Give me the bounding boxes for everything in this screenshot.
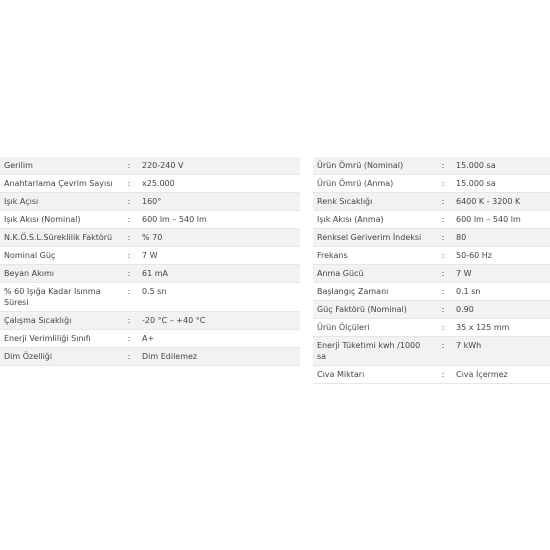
spec-separator: : bbox=[434, 337, 452, 366]
spec-value: 50-60 Hz bbox=[452, 247, 550, 265]
spec-separator: : bbox=[120, 229, 138, 247]
spec-separator: : bbox=[120, 175, 138, 193]
spec-value: 220-240 V bbox=[138, 157, 300, 175]
spec-table-right bbox=[313, 157, 550, 384]
spec-separator: : bbox=[120, 193, 138, 211]
spec-row bbox=[313, 211, 550, 229]
spec-row bbox=[0, 157, 300, 175]
spec-value: Cıva İçermez bbox=[452, 366, 550, 384]
spec-row bbox=[313, 283, 550, 301]
spec-row bbox=[0, 348, 300, 366]
spec-separator: : bbox=[120, 312, 138, 330]
spec-label: Renksel Geriverim İndeksi bbox=[313, 229, 434, 247]
spec-separator: : bbox=[434, 301, 452, 319]
spec-value: % 70 bbox=[138, 229, 300, 247]
spec-label: Beyan Akımı bbox=[0, 265, 120, 283]
spec-separator: : bbox=[434, 283, 452, 301]
spec-separator: : bbox=[434, 366, 452, 384]
spec-value: 600 lm – 540 lm bbox=[452, 211, 550, 229]
spec-label: Anma Gücü bbox=[313, 265, 434, 283]
spec-row bbox=[313, 193, 550, 211]
spec-label: Ürün Ömrü (Anma) bbox=[313, 175, 434, 193]
spec-separator: : bbox=[434, 229, 452, 247]
spec-label: Başlangıç Zamanı bbox=[313, 283, 434, 301]
spec-row bbox=[313, 301, 550, 319]
spec-table-left bbox=[0, 157, 300, 366]
spec-row bbox=[0, 330, 300, 348]
spec-value: 0.90 bbox=[452, 301, 550, 319]
spec-row bbox=[313, 366, 550, 384]
spec-label: Frekans bbox=[313, 247, 434, 265]
spec-label: Işık Açısı bbox=[0, 193, 120, 211]
spec-label: % 60 Işığa Kadar Isınma Süresi bbox=[0, 283, 120, 312]
spec-label: Cıva Miktarı bbox=[313, 366, 434, 384]
spec-value: 35 x 125 mm bbox=[452, 319, 550, 337]
spec-row bbox=[0, 265, 300, 283]
spec-value: 600 lm – 540 lm bbox=[138, 211, 300, 229]
spec-separator: : bbox=[434, 175, 452, 193]
spec-label: Dim Özelliği bbox=[0, 348, 120, 366]
spec-separator: : bbox=[120, 157, 138, 175]
spec-row bbox=[313, 337, 550, 366]
spec-row bbox=[313, 157, 550, 175]
spec-row bbox=[0, 283, 300, 312]
spec-value: 0.5 sn bbox=[138, 283, 300, 312]
spec-label: Anahtarlama Çevrim Sayısı bbox=[0, 175, 120, 193]
spec-row bbox=[313, 229, 550, 247]
spec-value: 7 W bbox=[452, 265, 550, 283]
spec-separator: : bbox=[434, 157, 452, 175]
spec-separator: : bbox=[120, 211, 138, 229]
spec-value: 7 W bbox=[138, 247, 300, 265]
spec-row bbox=[0, 175, 300, 193]
spec-value: 6400 K - 3200 K bbox=[452, 193, 550, 211]
spec-separator: : bbox=[434, 319, 452, 337]
spec-separator: : bbox=[120, 265, 138, 283]
spec-separator: : bbox=[120, 330, 138, 348]
spec-label: Çalışma Sıcaklığı bbox=[0, 312, 120, 330]
spec-label: Gerilim bbox=[0, 157, 120, 175]
spec-row bbox=[0, 247, 300, 265]
spec-table-left-body bbox=[0, 157, 300, 366]
spec-value: 7 kWh bbox=[452, 337, 550, 366]
spec-value: Dim Edilemez bbox=[138, 348, 300, 366]
spec-row bbox=[0, 312, 300, 330]
spec-separator: : bbox=[120, 247, 138, 265]
spec-row bbox=[313, 247, 550, 265]
spec-label: Güç Faktörü (Nominal) bbox=[313, 301, 434, 319]
spec-value: 15.000 sa bbox=[452, 175, 550, 193]
spec-row bbox=[313, 175, 550, 193]
spec-value: 160° bbox=[138, 193, 300, 211]
spec-value: 80 bbox=[452, 229, 550, 247]
spec-label: Renk Sıcaklığı bbox=[313, 193, 434, 211]
spec-row bbox=[313, 265, 550, 283]
spec-value: 0.1 sn bbox=[452, 283, 550, 301]
spec-separator: : bbox=[120, 348, 138, 366]
spec-row bbox=[313, 319, 550, 337]
spec-label: Nominal Güç bbox=[0, 247, 120, 265]
spec-table-right-body bbox=[313, 157, 550, 384]
spec-separator: : bbox=[434, 247, 452, 265]
spec-label: Enerji Tüketimi kwh /1000 sa bbox=[313, 337, 434, 366]
spec-label: Işık Akısı (Anma) bbox=[313, 211, 434, 229]
spec-row bbox=[0, 229, 300, 247]
spec-value: A+ bbox=[138, 330, 300, 348]
spec-value: -20 °C – +40 °C bbox=[138, 312, 300, 330]
spec-row bbox=[0, 211, 300, 229]
spec-separator: : bbox=[434, 193, 452, 211]
spec-row bbox=[0, 193, 300, 211]
spec-value: 15.000 sa bbox=[452, 157, 550, 175]
spec-label: Ürün Ömrü (Nominal) bbox=[313, 157, 434, 175]
spec-value: x25.000 bbox=[138, 175, 300, 193]
spec-label: N.K.Ö.S.L.Süreklilik Faktörü bbox=[0, 229, 120, 247]
spec-separator: : bbox=[434, 265, 452, 283]
spec-separator: : bbox=[120, 283, 138, 312]
spec-separator: : bbox=[434, 211, 452, 229]
spec-label: Ürün Ölçüleri bbox=[313, 319, 434, 337]
spec-label: Işık Akısı (Nominal) bbox=[0, 211, 120, 229]
spec-label: Enerji Verimliliği Sınıfı bbox=[0, 330, 120, 348]
spec-value: 61 mA bbox=[138, 265, 300, 283]
